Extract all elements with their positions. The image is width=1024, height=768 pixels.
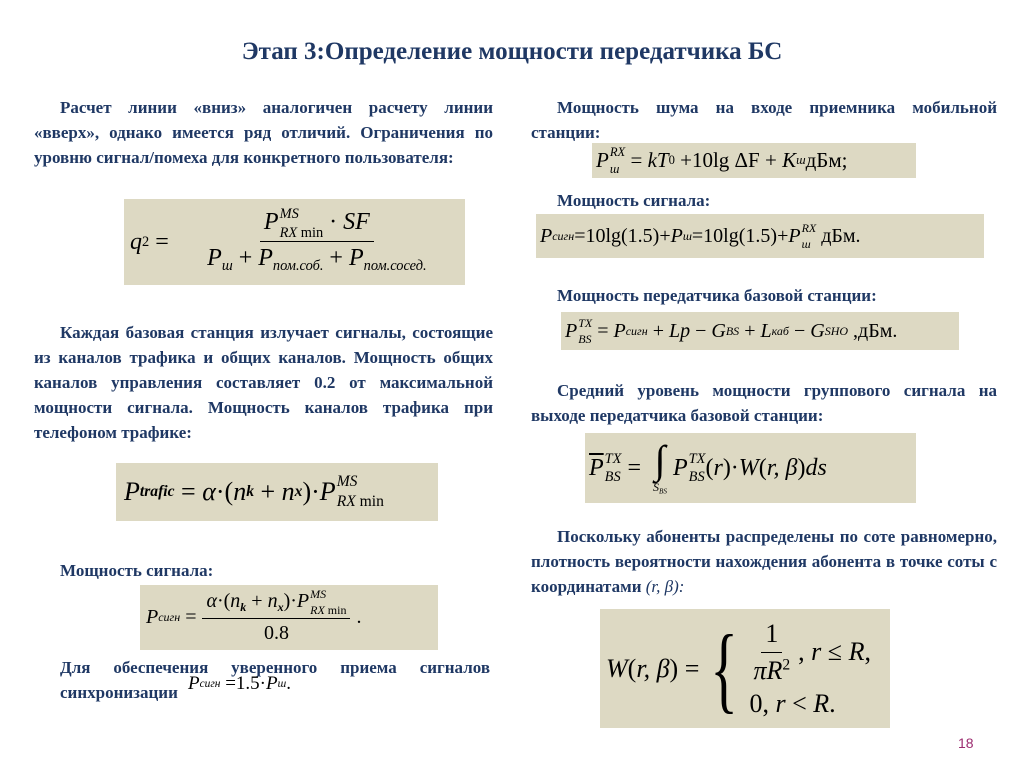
formula-noise-power: P RX ш = kT 0 +10lg ΔF + K ш дБм; [592, 143, 916, 178]
coords-label: (r, β): [645, 577, 685, 596]
left-paragraph-2: Каждая базовая станция излучает сигналы, состоящие из каналов трафика и общих каналов. Мощность общих каналов управления составляет 0.2 от максимальной мощности сигнала. Мощность каналов трафика при телефоном трафике: [34, 323, 493, 442]
right-paragraph-5-text: Поскольку абоненты распределены по соте равномерно, плотность вероятности нахождения абонента в точке соты с координатами [531, 527, 997, 596]
slide-title: Этап 3:Определение мощности передатчика БС [241, 38, 783, 65]
right-paragraph-3: Мощность передатчика базовой станции: [557, 286, 877, 305]
formula-bs-power: P TX BS = P сигн + Lp − G BS + L каб − G SHO ,дБм. [561, 312, 959, 350]
left-paragraph-3: Мощность сигнала: [60, 561, 214, 580]
formula-p-signal-left: P сигн = $\alpha\cdot(n_k + n_x)\cdot P$ MS RX min 0.8 . [140, 585, 438, 650]
formula-p-trafic: P trafic = α ·( n k + n x )· P MS RX min [116, 463, 438, 521]
right-paragraph-1: Мощность шума на входе приемника мобильной станции: [531, 98, 997, 142]
right-paragraph-2: Мощность сигнала: [557, 191, 711, 210]
page-number: 18 [958, 735, 974, 751]
left-paragraph-1: Расчет линии «вниз» аналогичен расчету линии «вверх», однако имеется ряд отличий. Ограничения по уровню сигнал/помеха для конкретного пользователя: [34, 98, 493, 167]
formula-p-signal-right: P сигн =10lg(1.5)+ P ш =10lg(1.5)+ P RX ш дБм. [536, 214, 984, 258]
right-paragraph-5 [531, 524, 997, 599]
formula-p-sync: P сигн =1.5· P ш . [188, 673, 291, 694]
right-paragraph-4: Средний уровень мощности группового сигнала на выходе передатчика базовой станции: [531, 381, 997, 425]
formula-q2-ratio: q 2 = P MS RX min · SF $P_ш + P_{пом.соб.} + P_{пом.сосед.}$ [124, 199, 465, 285]
formula-probability-density: W ( r, β ) = { $\frac{1}{\pi R^2}$ , r ≤ R , 0, r < R. [600, 609, 890, 728]
formula-avg-group-power: $\overline{P}$ TX BS = ∫ $S_{BS}$ P TX BS ( r )· W ( r, β ) ds [585, 433, 916, 503]
left-paragraph-4: Для обеспечения уверенного приема сигналов синхронизации [60, 658, 490, 702]
